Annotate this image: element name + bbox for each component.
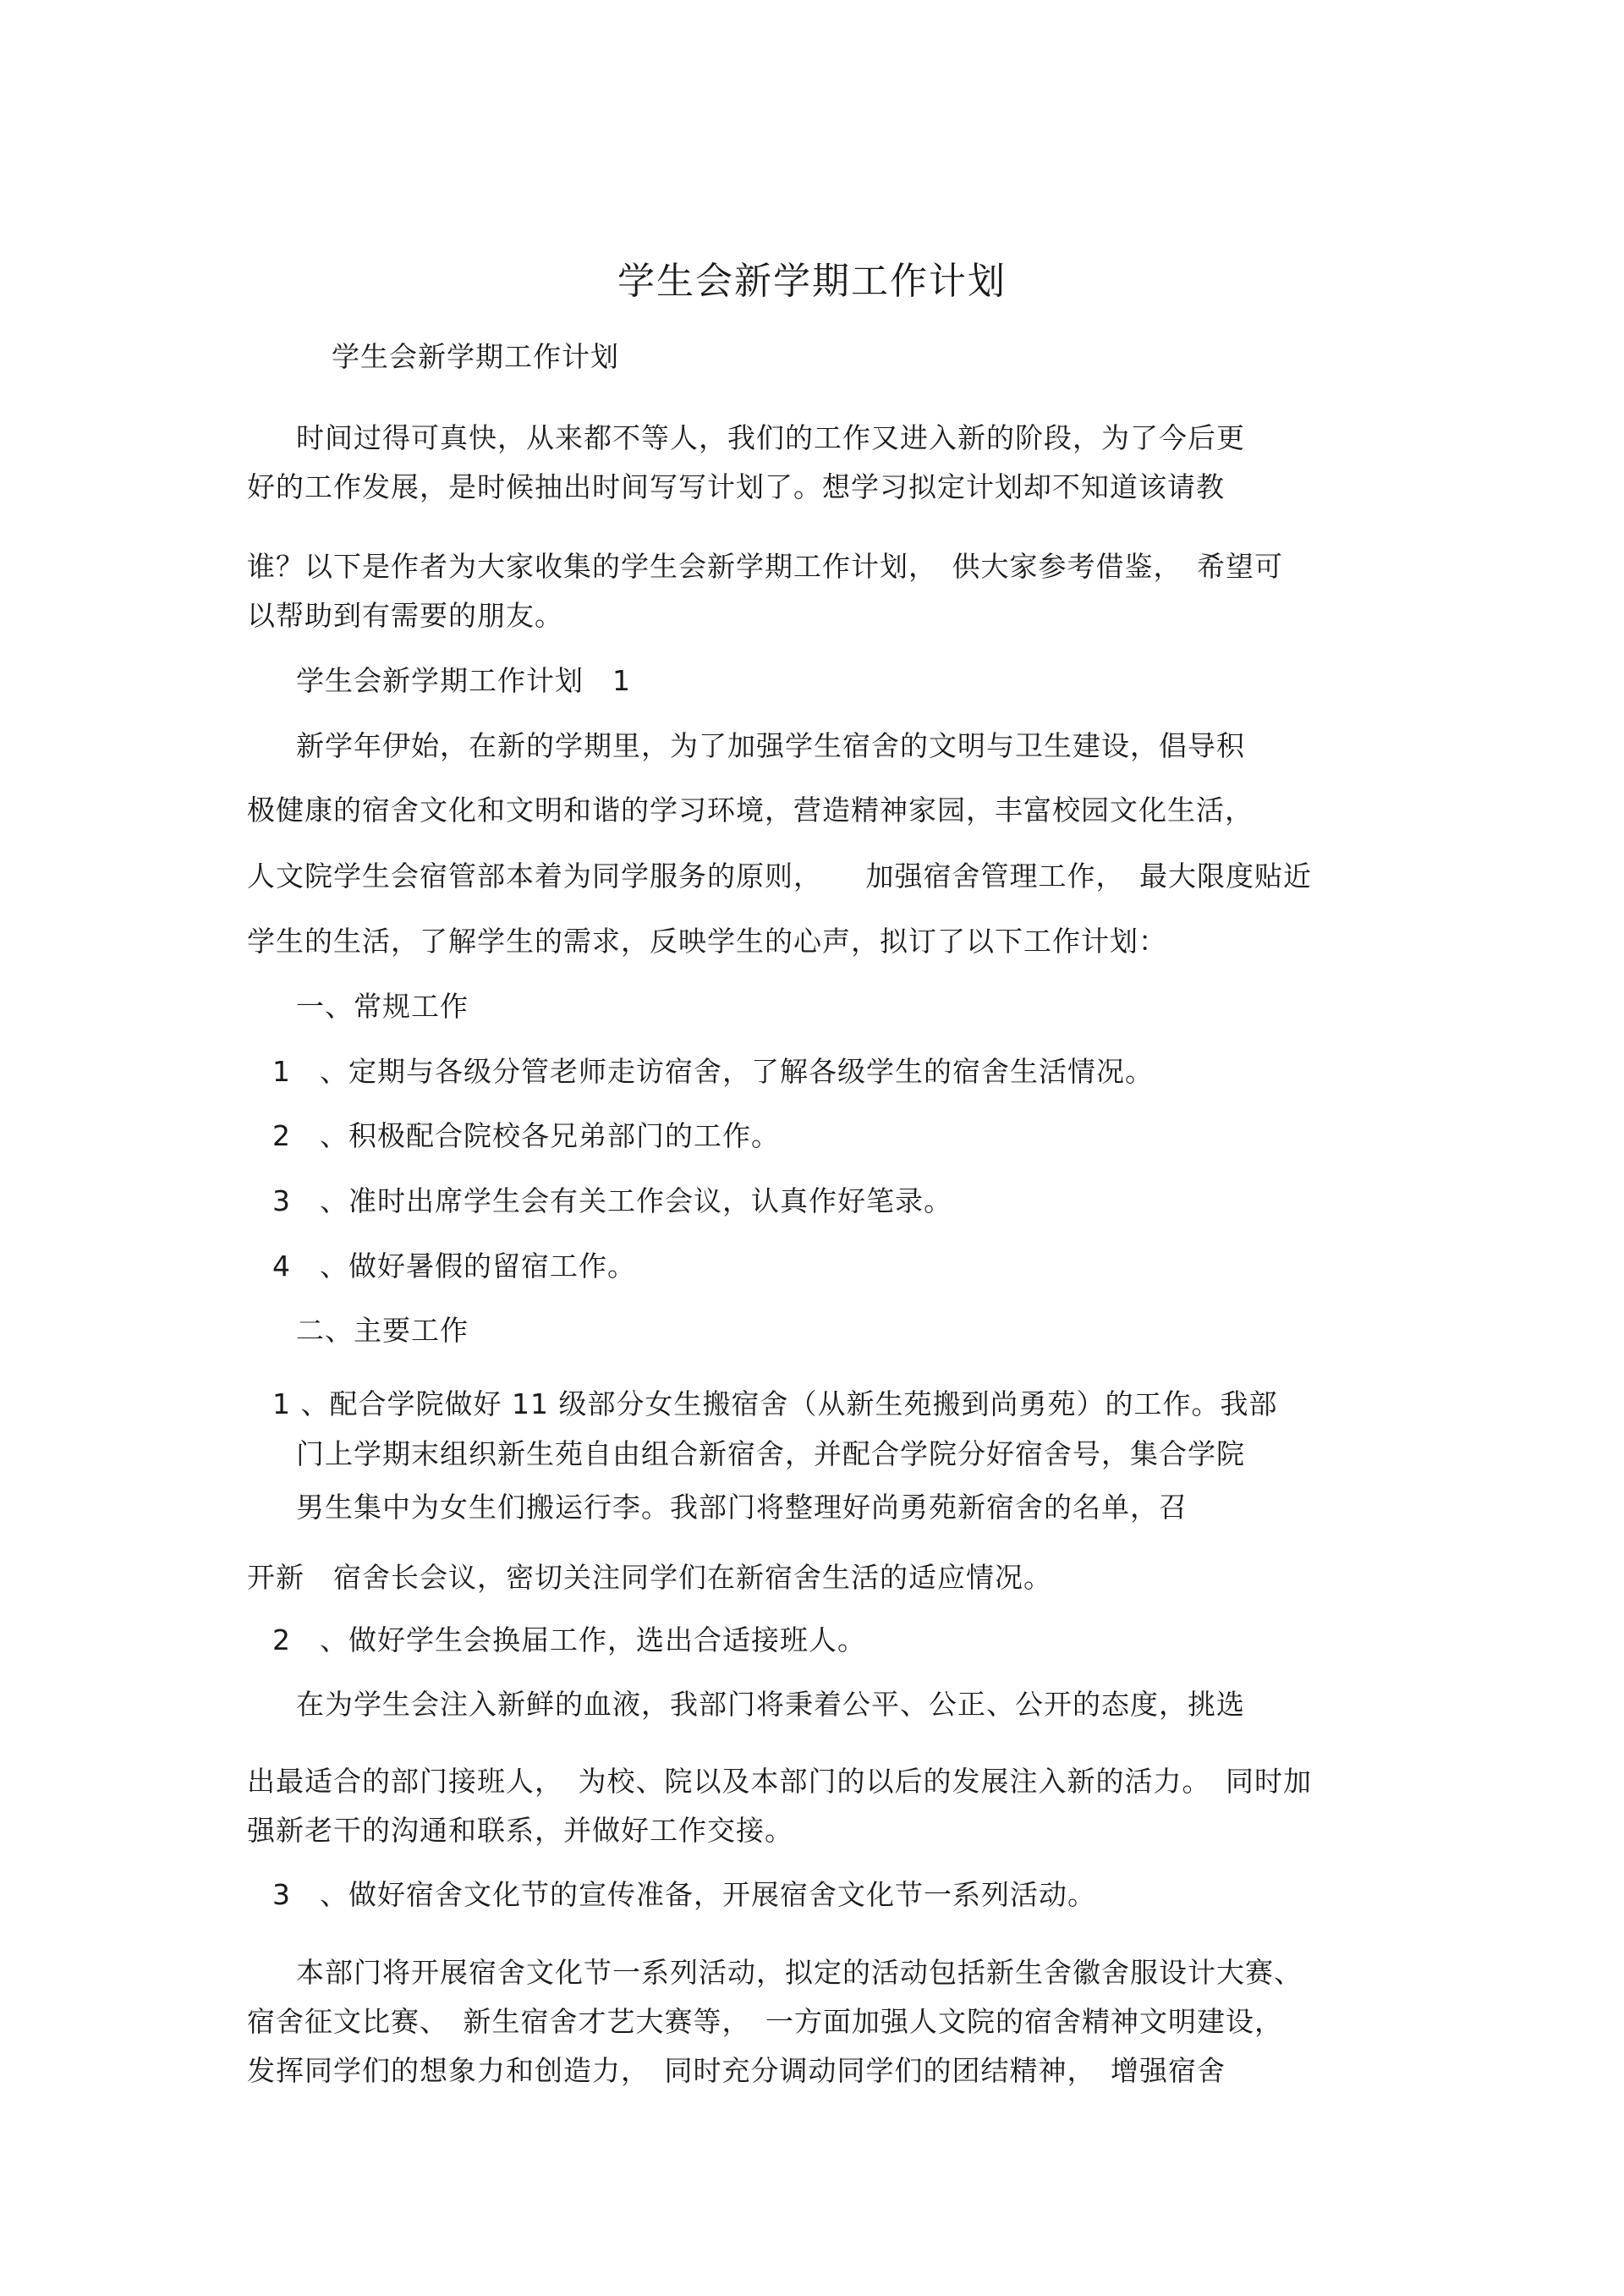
section-heading: 一、常规工作 [296,990,469,1023]
paragraph-line: 学生的生活，了解学生的需求，反映学生的心声，拟订了以下工作计划： [247,925,1167,958]
paragraph-line: 强新老干的沟通和联系，并做好工作交接。 [247,1814,793,1847]
list-item: 2 、做好学生会换届工作，选出合适接班人。 [272,1623,866,1656]
paragraph-line: 以帮助到有需要的朋友。 [247,599,563,632]
paragraph-line: 开新 宿舍长会议，密切关注同学们在新宿舍生活的适应情况。 [247,1561,1052,1594]
document-title: 学生会新学期工作计划 [617,260,1007,303]
paragraph-line: 本部门将开展宿舍文化节一系列活动，拟定的活动包括新生舍徽舍服设计大赛、 [296,1956,1303,1989]
paragraph-line: 时间过得可真快，从来都不等人，我们的工作又进入新的阶段，为了今后更 [296,421,1245,454]
paragraph-line: 发挥同学们的想象力和创造力， 同时充分调动同学们的团结精神， 增强宿舍 [247,2054,1226,2087]
list-item: 3 、准时出席学生会有关工作会议，认真作好笔录。 [272,1184,952,1217]
list-item: 2 、积极配合院校各兄弟部门的工作。 [272,1119,780,1152]
document-subtitle: 学生会新学期工作计划 [332,340,619,373]
paragraph-line: 门上学期末组织新生苑自由组合新宿舍，并配合学院分好宿舍号，集合学院 [296,1437,1245,1470]
list-item: 1 、配合学院做好 11 级部分女生搬宿舍（从新生苑搬到尚勇苑）的工作。我部 [272,1387,1278,1420]
paragraph-line: 好的工作发展，是时候抽出时间写写计划了。想学习拟定计划却不知道该请教 [247,470,1225,503]
paragraph-line: 新学年伊始，在新的学期里，为了加强学生宿舍的文明与卫生建设，倡导积 [296,729,1245,762]
section-heading: 学生会新学期工作计划 1 [296,664,631,697]
paragraph-line: 在为学生会注入新鲜的血液，我部门将秉着公平、公正、公开的态度，挑选 [296,1688,1245,1721]
list-item: 4 、做好暑假的留宿工作。 [272,1250,636,1283]
paragraph-line: 谁？以下是作者为大家收集的学生会新学期工作计划， 供大家参考借鉴， 希望可 [247,550,1283,583]
list-item: 3 、做好宿舍文化节的宣传准备，开展宿舍文化节一系列活动。 [272,1878,1096,1911]
paragraph-line: 宿舍征文比赛、 新生宿舍才艺大赛等， 一方面加强人文院的宿舍精神文明建设， [247,2005,1283,2038]
list-item: 1 、定期与各级分管老师走访宿舍，了解各级学生的宿舍生活情况。 [272,1055,1154,1088]
paragraph-line: 出最适合的部门接班人， 为校、院以及本部门的以后的发展注入新的活力。 同时加 [247,1765,1312,1798]
section-heading: 二、主要工作 [296,1314,469,1347]
paragraph-line: 男生集中为女生们搬运行李。我部门将整理好尚勇苑新宿舍的名单，召 [296,1491,1188,1524]
paragraph-line: 人文院学生会宿管部本着为同学服务的原则， 加强宿舍管理工作， 最大限度贴近 [247,860,1312,893]
paragraph-line: 极健康的宿舍文化和文明和谐的学习环境，营造精神家园，丰富校园文化生活， [247,794,1254,827]
